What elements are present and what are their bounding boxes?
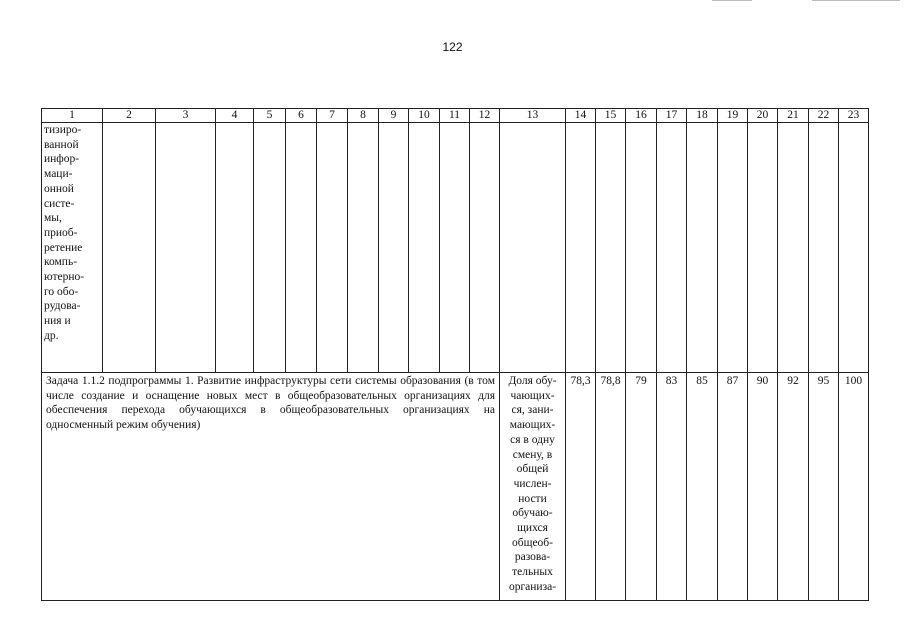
value-cell: 92 xyxy=(778,373,809,601)
empty-cell xyxy=(348,123,379,373)
text-line: ретение xyxy=(44,241,83,254)
column-number-cell: 23 xyxy=(839,109,869,123)
value-cell: 79 xyxy=(626,373,657,601)
column-number-cell: 22 xyxy=(809,109,839,123)
empty-cell xyxy=(778,123,809,373)
column-number-cell: 14 xyxy=(566,109,596,123)
empty-cell xyxy=(839,123,869,373)
table-row xyxy=(42,373,869,601)
text-line: тельных xyxy=(512,566,553,579)
text-line: др. xyxy=(44,329,59,342)
empty-cell xyxy=(566,123,596,373)
column-number-cell: 9 xyxy=(379,109,409,123)
column-number-cell: 11 xyxy=(440,109,470,123)
text-line: приоб- xyxy=(44,226,78,239)
column-number-cell: 7 xyxy=(317,109,348,123)
text-line: общеоб- xyxy=(512,536,553,549)
empty-cell xyxy=(748,123,778,373)
text-line: обучаю- xyxy=(512,507,553,520)
empty-cell xyxy=(254,123,286,373)
column-number-cell: 20 xyxy=(748,109,778,123)
empty-cell xyxy=(718,123,748,373)
text-line: ния и xyxy=(44,315,71,328)
value-cell: 78,8 xyxy=(596,373,626,601)
text-line: мы, xyxy=(44,212,62,225)
indicators-table xyxy=(41,108,869,601)
empty-cell xyxy=(409,123,440,373)
activity-name-cell xyxy=(42,123,103,373)
task-description-cell: Задача 1.1.2 подпрограммы 1. Развитие инфраструктуры сети системы образования (в том числе создание и оснащение новых мест в общеобразовательных организациях для обеспечения перехода обучающихся в общеобразовательных организациях на односменный режим обучения) xyxy=(42,373,500,601)
column-number-cell: 15 xyxy=(596,109,626,123)
column-number-cell: 1 xyxy=(42,109,103,123)
empty-cell xyxy=(626,123,657,373)
value-cell: 85 xyxy=(687,373,718,601)
empty-cell xyxy=(379,123,409,373)
empty-cell xyxy=(156,123,216,373)
empty-cell xyxy=(103,123,156,373)
column-number-cell: 18 xyxy=(687,109,718,123)
value-cell: 87 xyxy=(718,373,748,601)
text-line: ютерно- xyxy=(44,271,85,284)
column-number-cell: 17 xyxy=(657,109,687,123)
text-line: чающих- xyxy=(510,389,555,402)
empty-cell xyxy=(470,123,500,373)
scan-artifact-line xyxy=(812,0,900,1)
text-line: рудова- xyxy=(44,300,81,313)
empty-cell xyxy=(809,123,839,373)
text-line: разова- xyxy=(514,551,551,564)
text-line: го обо- xyxy=(44,285,79,298)
value-cell: 90 xyxy=(748,373,778,601)
text-line: щихся xyxy=(517,522,548,535)
text-line: числен- xyxy=(513,477,552,490)
text-line: ся, зани- xyxy=(511,404,554,417)
text-line: ности xyxy=(518,492,547,505)
column-number-cell: 21 xyxy=(778,109,809,123)
column-number-cell: 13 xyxy=(500,109,566,123)
column-number-row xyxy=(42,109,869,123)
text-line: инфор- xyxy=(44,153,80,166)
text-line: организа- xyxy=(508,580,557,593)
column-number-cell: 19 xyxy=(718,109,748,123)
column-number-cell: 5 xyxy=(254,109,286,123)
column-number-cell: 12 xyxy=(470,109,500,123)
column-number-cell: 10 xyxy=(409,109,440,123)
column-number-cell: 6 xyxy=(286,109,317,123)
empty-cell xyxy=(317,123,348,373)
empty-cell xyxy=(286,123,317,373)
column-number-cell: 2 xyxy=(103,109,156,123)
empty-cell xyxy=(596,123,626,373)
text-line: компь- xyxy=(44,256,78,269)
column-number-cell: 3 xyxy=(156,109,216,123)
value-cell: 95 xyxy=(809,373,839,601)
value-cell: 78,3 xyxy=(566,373,596,601)
indicator-cell xyxy=(500,373,566,601)
text-line: маци- xyxy=(44,168,73,181)
text-line: онной xyxy=(44,182,74,195)
empty-cell xyxy=(440,123,470,373)
empty-cell xyxy=(687,123,718,373)
column-number-cell: 4 xyxy=(216,109,254,123)
text-line: мающих- xyxy=(509,419,556,432)
column-number-cell: 16 xyxy=(626,109,657,123)
text-line: смену, в xyxy=(512,448,553,461)
empty-cell xyxy=(216,123,254,373)
text-line: Доля обу- xyxy=(508,375,557,387)
column-number-cell: 8 xyxy=(348,109,379,123)
text-line: систе- xyxy=(44,197,75,210)
value-cell: 83 xyxy=(657,373,687,601)
page-number: 122 xyxy=(442,40,463,54)
scan-artifact-line xyxy=(712,0,752,1)
text-line: тизиро- xyxy=(44,124,82,136)
table-row xyxy=(42,123,869,373)
value-cell: 100 xyxy=(839,373,869,601)
text-line: ся в одну xyxy=(510,433,555,446)
text-line: ванной xyxy=(44,138,79,151)
empty-cell xyxy=(657,123,687,373)
text-line: общей xyxy=(516,463,549,476)
empty-cell xyxy=(500,123,566,373)
